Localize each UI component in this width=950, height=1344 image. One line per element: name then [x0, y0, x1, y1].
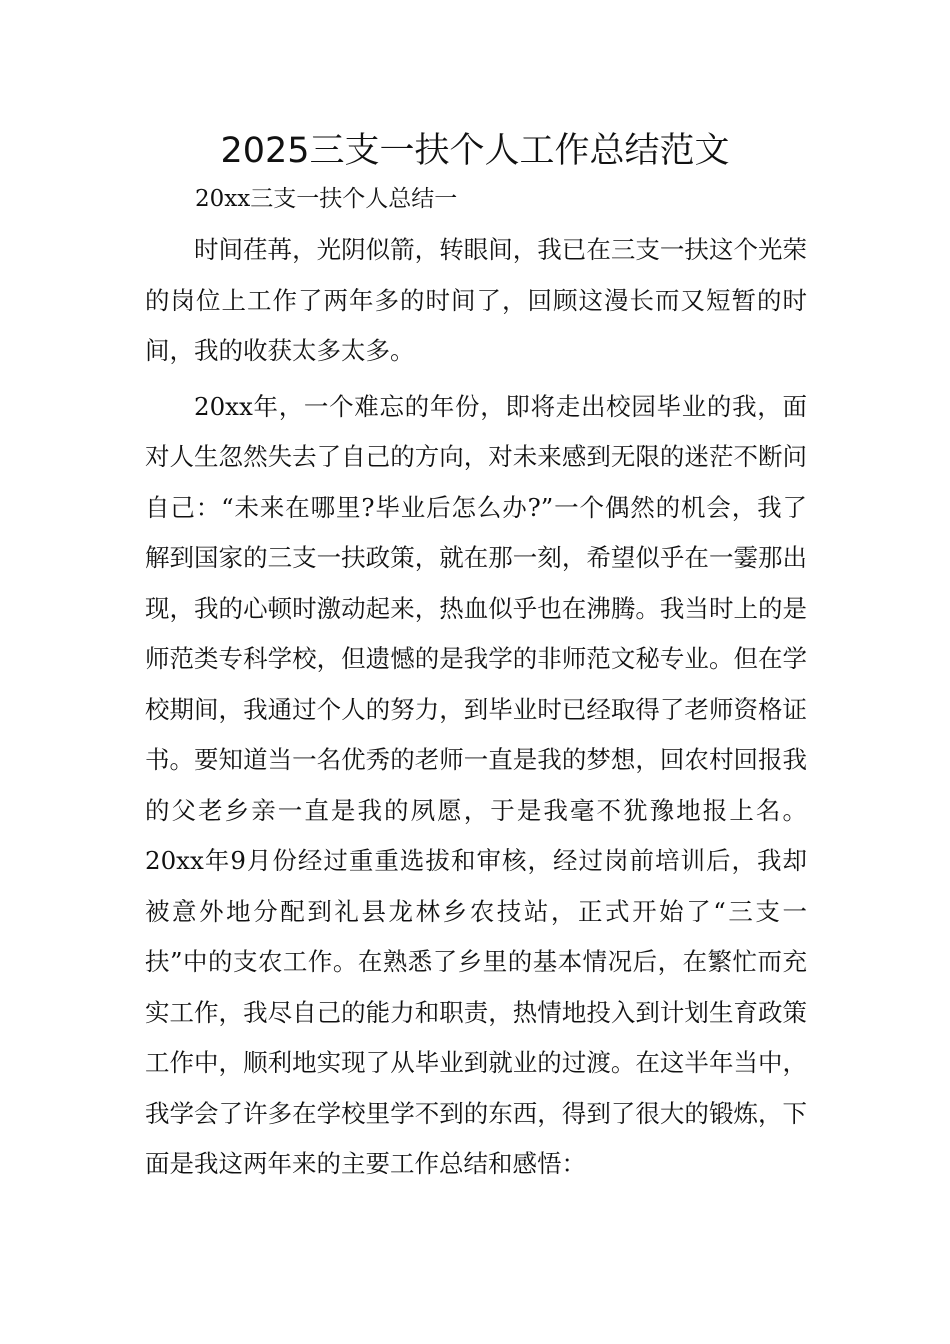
document-body: [145, 225, 807, 1190]
paragraph-2: 20xx年，一个难忘的年份，即将走出校园毕业的我，面对人生忽然失去了自己的方向，对未来感到无限的迷茫不断问自己：“未来在哪里?毕业后怎么办?”一个偶然的机会，我了解到国家的三支一扶政策，就在那一刻，希望似乎在一霎那出现，我的心顿时激动起来，热血似乎也在沸腾。我当时上的是师范类专科学校，但遗憾的是我学的非师范文秘专业。但在学校期间，我通过个人的努力，到毕业时已经取得了老师资格证书。要知道当一名优秀的老师一直是我的梦想，回农村回报我的父老乡亲一直是我的夙愿，于是我毫不犹豫地报上名。20xx年9月份经过重重选拔和审核，经过岗前培训后，我却被意外地分配到礼县龙林乡农技站，正式开始了“三支一扶”中的支农工作。在熟悉了乡里的基本情况后，在繁忙而充实工作，我尽自己的能力和职责，热情地投入到计划生育政策工作中，顺利地实现了从毕业到就业的过渡。在这半年当中，我学会了许多在学校里学不到的东西，得到了很大的锻炼，下面是我这两年来的主要工作总结和感悟：: [145, 391, 807, 1178]
document-title: 2025三支一扶个人工作总结范文: [220, 131, 730, 171]
paragraph-1: 时间荏苒，光阴似箭，转眼间，我已在三支一扶这个光荣的岗位上工作了两年多的时间了，回顾这漫长而又短暂的时间，我的收获太多太多。: [145, 235, 807, 365]
section-subheading: 20xx三支一扶个人总结一: [195, 186, 458, 212]
